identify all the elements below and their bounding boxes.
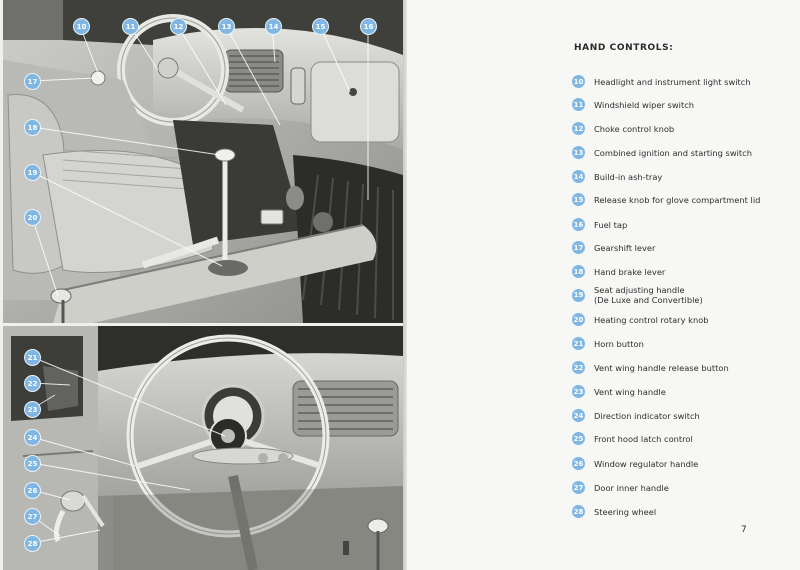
legend-label: Steering wheel [594,506,657,517]
legend-label: Fuel tap [594,219,628,230]
legend-number: 27 [572,481,585,494]
legend-item [572,98,694,111]
legend-label: Windshield wiper switch [594,99,695,110]
legend-number: 28 [572,505,585,518]
section-heading: HAND CONTROLS: [574,43,674,53]
callout-19: 19 [24,164,41,181]
legend-number: 17 [572,241,585,254]
legend-label: Window regulator handle [594,458,699,469]
legend-item [572,505,656,518]
legend-label: Vent wing handle release button [594,362,729,373]
callout-20: 20 [24,209,41,226]
legend-label: Direction indicator switch [594,410,700,421]
legend-label: Combined ignition and starting switch [594,147,752,158]
legend-label: Door inner handle [594,482,669,493]
legend-item [572,146,752,159]
legend-label: Headlight and instrument light switch [594,76,751,87]
legend-label: Seat adjusting handle [594,285,685,295]
legend-item [572,218,627,231]
legend-label: Gearshift lever [594,242,656,253]
legend-item [572,170,662,183]
callout-12: 12 [170,18,187,35]
callout-16: 16 [360,18,377,35]
legend-item [572,409,700,422]
legend-number: 25 [572,432,585,445]
legend-item [572,313,709,326]
callout-25: 25 [24,455,41,472]
callout-14: 14 [265,18,282,35]
legend-item [572,337,644,350]
legend-number: 22 [572,361,585,374]
callout-17: 17 [24,73,41,90]
legend-number: 11 [572,98,585,111]
callout-23: 23 [24,401,41,418]
callout-13: 13 [218,18,235,35]
legend-label: Vent wing handle [594,386,666,397]
legend-number: 18 [572,265,585,278]
legend-number: 20 [572,313,585,326]
callout-18: 18 [24,119,41,136]
callout-26: 26 [24,482,41,499]
legend-number: 21 [572,337,585,350]
legend-number: 10 [572,75,585,88]
legend-number: 13 [572,146,585,159]
legend-label: Heating control rotary knob [594,314,709,325]
callout-24: 24 [24,429,41,446]
legend-item [572,432,693,445]
legend-item [572,193,760,206]
legend-item [572,75,751,88]
legend-number: 24 [572,409,585,422]
right-page [407,0,800,570]
callout-11: 11 [122,18,139,35]
callout-15: 15 [312,18,329,35]
page-number: 7 [741,525,747,535]
legend-item [572,457,698,470]
legend-number: 12 [572,122,585,135]
legend-number: 23 [572,385,585,398]
legend-item [572,481,669,494]
legend-item [572,241,655,254]
legend-item [572,122,674,135]
legend-label: Front hood latch control [594,433,693,444]
callout-28: 28 [24,535,41,552]
legend-label: Release knob for glove compartment lid [594,194,761,205]
legend-item [572,361,729,374]
callout-22: 22 [24,375,41,392]
legend-label: Choke control knob [594,123,675,134]
legend-item [572,285,703,305]
legend-item [572,385,666,398]
legend-number: 14 [572,170,585,183]
legend-number: 15 [572,193,585,206]
legend-sublabel: (De Luxe and Convertible) [594,295,703,305]
legend-item [572,265,665,278]
legend-number: 26 [572,457,585,470]
callout-21: 21 [24,349,41,366]
legend-label: Horn button [594,338,644,349]
callout-27: 27 [24,508,41,525]
callout-10: 10 [73,18,90,35]
legend-number: 16 [572,218,585,231]
legend-label: Build-in ash-tray [594,171,663,182]
legend-label: Hand brake lever [594,266,666,277]
legend-label-block [594,285,703,305]
legend-number: 19 [572,289,585,302]
